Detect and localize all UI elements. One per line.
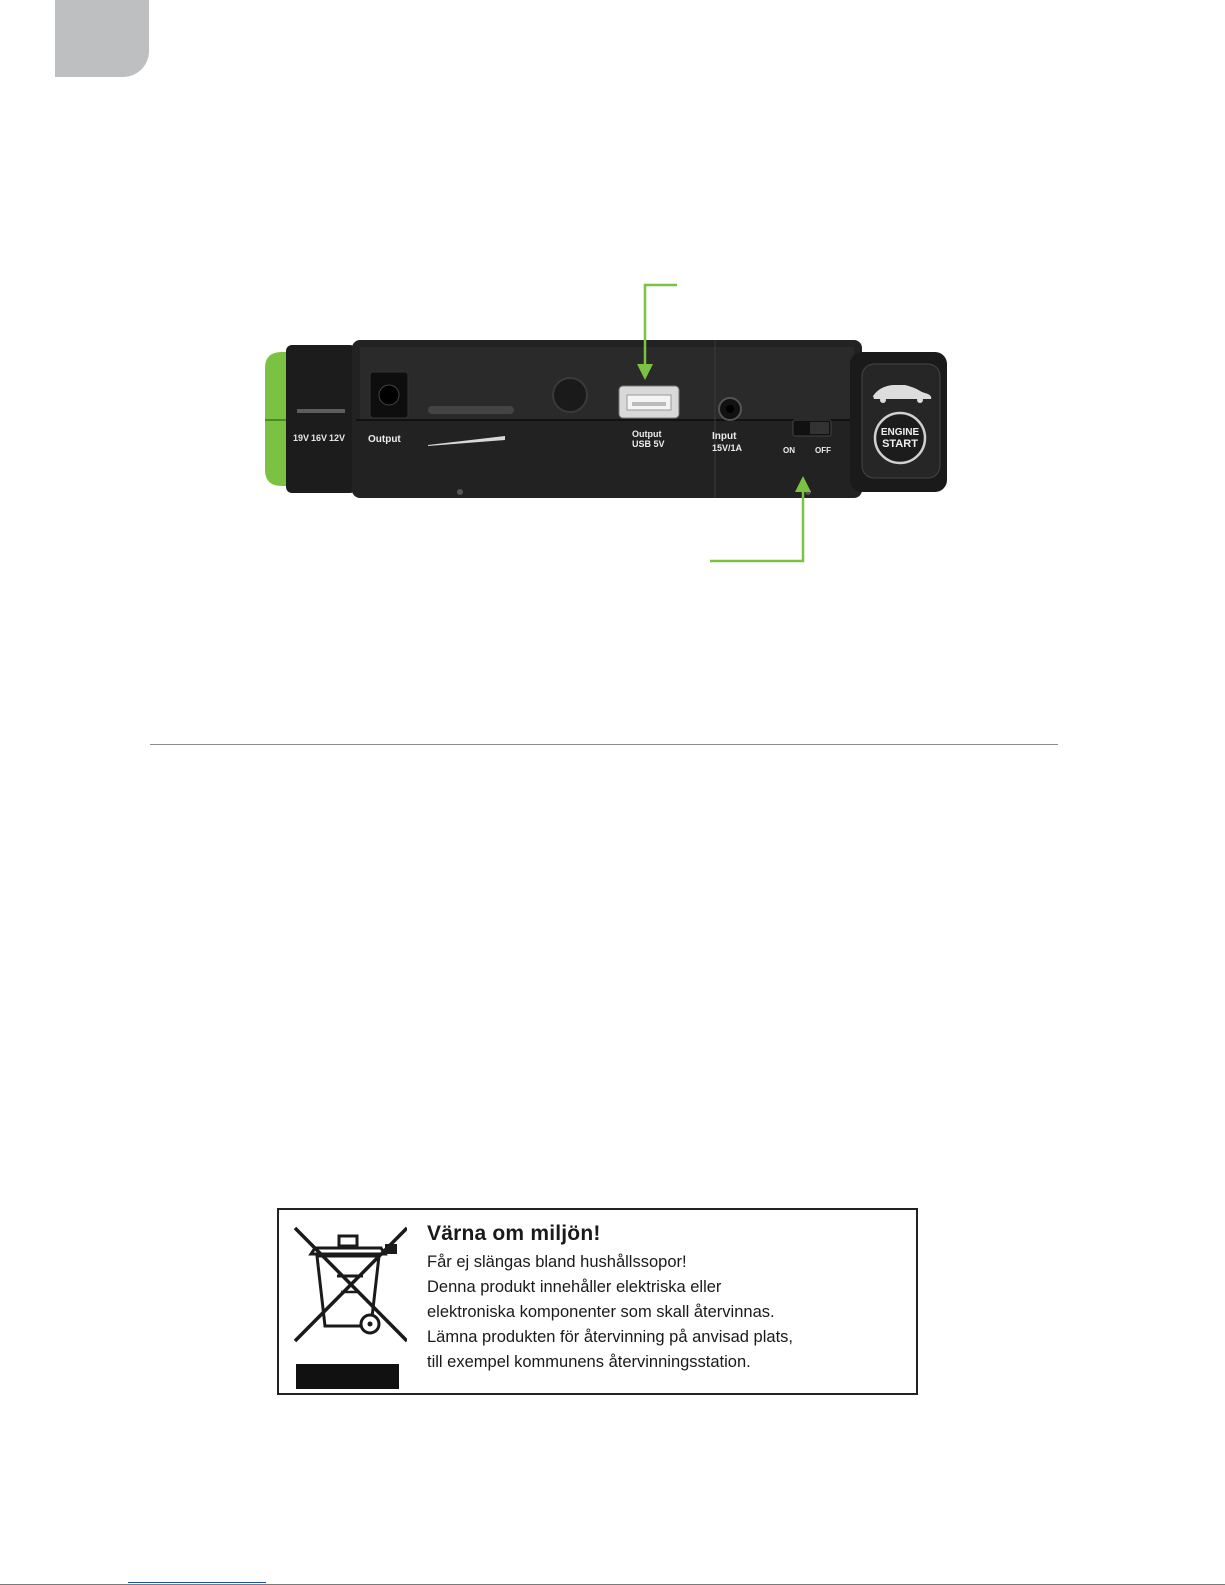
footer-link-underline bbox=[128, 1582, 266, 1583]
weee-line: Denna produkt innehåller elektriska eller bbox=[427, 1278, 722, 1296]
dc-output-label: Output bbox=[368, 434, 401, 445]
switch-off-label: OFF bbox=[815, 446, 831, 455]
weee-line: Lämna produkten för återvinning på anvisad plats, bbox=[427, 1328, 793, 1346]
weee-line: elektroniska komponenter som skall återvinnas. bbox=[427, 1303, 775, 1321]
engine-start-line2: START bbox=[882, 438, 918, 450]
weee-line: Får ej slängas bland hushållssopor! bbox=[427, 1253, 687, 1271]
weee-text-block bbox=[427, 1222, 907, 1375]
usb-output-spec: USB 5V bbox=[632, 439, 665, 449]
switch-on-label: ON bbox=[783, 446, 795, 455]
device-photo bbox=[0, 0, 1225, 720]
crossed-out-wheelie-bin-icon bbox=[289, 1216, 407, 1391]
voltage-16v: 16V bbox=[311, 433, 328, 443]
engine-start-line1: ENGINE bbox=[880, 427, 920, 438]
voltage-12v: 12V bbox=[329, 433, 346, 443]
weee-notice-box bbox=[277, 1208, 918, 1395]
led-indicator-bar bbox=[428, 406, 514, 414]
voltage-19v: 19V bbox=[293, 433, 310, 443]
section-divider bbox=[150, 744, 1058, 745]
input-spec: 15V/1A bbox=[712, 443, 743, 453]
usb-output-label: Output bbox=[632, 429, 662, 439]
input-label: Input bbox=[712, 431, 737, 442]
weee-title: Värna om miljön! bbox=[427, 1222, 601, 1245]
weee-line: till exempel kommunens återvinningsstation. bbox=[427, 1353, 751, 1371]
device-left-block bbox=[286, 345, 356, 493]
power-check-button bbox=[553, 378, 587, 412]
